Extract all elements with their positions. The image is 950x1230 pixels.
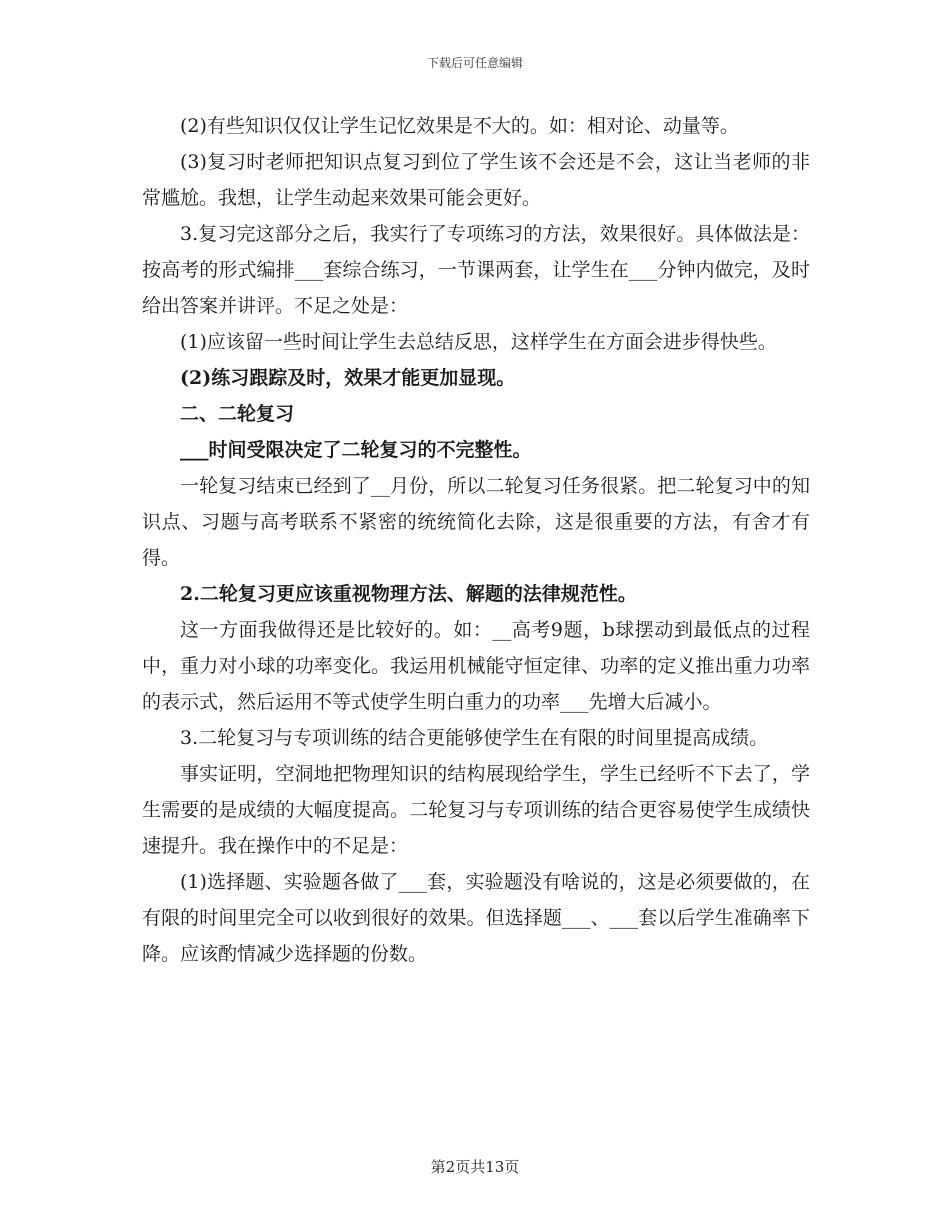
page-footer: 第2页共13页 (430, 1158, 520, 1176)
section-heading: 二、二轮复习 (180, 403, 295, 425)
paragraph: 这一方面我做得还是比较好的。如：__高考9题，b球摆动到最低点的过程中，重力对小球的功率变化。我运用机械能守恒定律、功率的定义推出重力功率的表示式，然后运用不等式使学生明白重力的功率___先增大后减小。 (142, 619, 810, 713)
page-header: 下载后可任意编辑 (426, 56, 523, 70)
document-body (142, 108, 810, 972)
paragraph: (1)应该留一些时间让学生去总结反思，这样学生在方面会进步得快些。 (180, 331, 777, 353)
paragraph: (2)有些知识仅仅让学生记忆效果是不大的。如：相对论、动量等。 (180, 115, 739, 137)
paragraph: 一轮复习结束已经到了__月份，所以二轮复习任务很紧。把二轮复习中的知识点、习题与高考联系不紧密的统统简化去除，这是很重要的方法，有舍才有得。 (142, 475, 810, 569)
paragraph-bold: (2)练习跟踪及时，效果才能更加显现。 (180, 367, 516, 389)
paragraph: (3)复习时老师把知识点复习到位了学生该不会还是不会，这让当老师的非常尴尬。我想，让学生动起来效果可能会更好。 (142, 151, 810, 209)
paragraph: 事实证明，空洞地把物理知识的结构展现给学生，学生已经听不下去了，学生需要的是成绩的大幅度提高。二轮复习与专项训练的结合更容易使学生成绩快速提升。我在操作中的不足是： (142, 763, 810, 857)
paragraph: 3.二轮复习与专项训练的结合更能够使学生在有限的时间里提高成绩。 (180, 727, 769, 749)
subheading: 2.二轮复习更应该重视物理方法、解题的法律规范性。 (180, 583, 637, 605)
paragraph: 3.复习完这部分之后，我实行了专项练习的方法，效果很好。具体做法是：按高考的形式编排___套综合练习，一节课两套，让学生在___分钟内做完，及时给出答案并讲评。不足之处是： (142, 223, 810, 317)
paragraph: (1)选择题、实验题各做了___套，实验题没有啥说的，这是必须要做的，在有限的时间里完全可以收到很好的效果。但选择题___、___套以后学生准确率下降。应该酌情减少选择题的份数。 (142, 871, 810, 965)
subheading: ___时间受限决定了二轮复习的不完整性。 (180, 439, 532, 461)
